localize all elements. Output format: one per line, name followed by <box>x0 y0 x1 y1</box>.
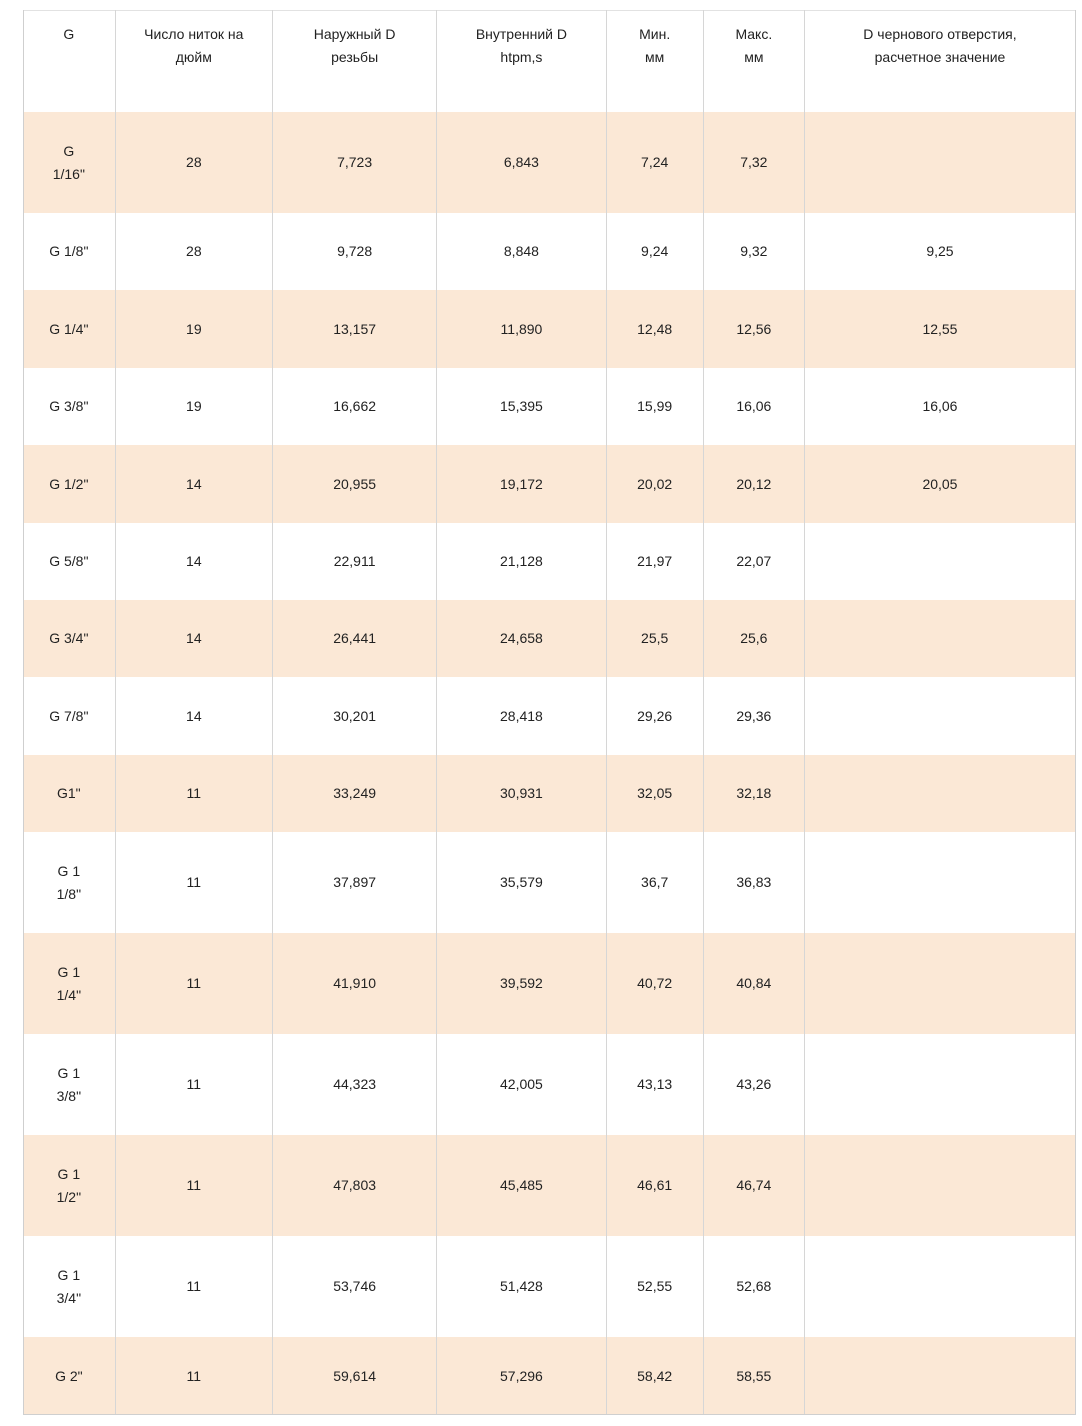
tpi-cell: 11 <box>115 832 272 933</box>
g-cell-line: G 3/4" <box>49 630 89 646</box>
outer-d-cell: 7,723 <box>272 112 436 213</box>
tpi-cell: 28 <box>115 112 272 213</box>
tpi-cell: 19 <box>115 368 272 445</box>
g-cell-line: 1/2" <box>56 1188 82 1205</box>
tpi-cell: 14 <box>115 445 272 523</box>
max-cell: 16,06 <box>703 368 804 445</box>
inner-d-cell: 21,128 <box>437 523 606 600</box>
max-cell: 36,83 <box>703 832 804 933</box>
outer-d-cell: 22,911 <box>272 523 436 600</box>
max-cell: 46,74 <box>703 1135 804 1236</box>
header-rough-d-line-2: расчетное значение <box>874 49 1006 65</box>
tpi-cell: 11 <box>115 1034 272 1135</box>
outer-d-cell: 47,803 <box>272 1135 436 1236</box>
min-cell: 58,42 <box>606 1337 703 1415</box>
header-tpi-line-2: дюйм <box>175 49 212 65</box>
min-cell: 20,02 <box>606 445 703 523</box>
min-cell: 52,55 <box>606 1236 703 1337</box>
g-cell-line: G 2" <box>55 1367 83 1384</box>
min-cell: 40,72 <box>606 933 703 1034</box>
max-cell: 40,84 <box>703 933 804 1034</box>
rough-d-cell: 20,05 <box>804 445 1075 523</box>
inner-d-cell: 30,931 <box>437 755 606 832</box>
max-cell: 43,26 <box>703 1034 804 1135</box>
inner-d-cell: 8,848 <box>437 213 606 290</box>
tpi-cell: 11 <box>115 1337 272 1415</box>
min-cell: 32,05 <box>606 755 703 832</box>
inner-d-cell: 35,579 <box>437 832 606 933</box>
outer-d-cell: 13,157 <box>272 290 436 368</box>
header-min-line-2: мм <box>645 49 665 65</box>
max-cell: 7,32 <box>703 112 804 213</box>
inner-d-cell: 57,296 <box>437 1337 606 1415</box>
outer-d-cell: 30,201 <box>272 677 436 755</box>
tpi-cell: 14 <box>115 600 272 677</box>
g-cell-line: G 1/4" <box>49 320 89 337</box>
g-cell-line: G 1/2" <box>49 475 89 492</box>
g-cell-line: 1/8" <box>56 885 82 902</box>
max-cell: 29,36 <box>703 677 804 755</box>
outer-d-cell: 33,249 <box>272 755 436 832</box>
g-cell-line: G 7/8" <box>49 707 89 724</box>
min-cell: 36,7 <box>606 832 703 933</box>
inner-d-cell: 11,890 <box>437 290 606 368</box>
max-cell: 58,55 <box>703 1337 804 1415</box>
g-cell-line: 3/8" <box>56 1087 82 1104</box>
tpi-cell: 11 <box>115 755 272 832</box>
header-tpi-line-1: Число ниток на <box>144 26 244 42</box>
inner-d-cell: 24,658 <box>437 600 606 677</box>
outer-d-cell: 53,746 <box>272 1236 436 1337</box>
outer-d-cell: 26,441 <box>272 600 436 677</box>
outer-d-cell: 41,910 <box>272 933 436 1034</box>
g-cell-line: 1/16" <box>52 165 85 182</box>
g-cell-line: G 1/8" <box>49 243 89 259</box>
g-cell-line: G1" <box>57 785 81 801</box>
max-cell: 12,56 <box>703 290 804 368</box>
inner-d-cell: 42,005 <box>437 1034 606 1135</box>
min-cell: 9,24 <box>606 213 703 290</box>
g-cell-line: 3/4" <box>56 1289 82 1306</box>
max-cell: 9,32 <box>703 213 804 290</box>
header-min-line-1: Мин. <box>639 26 671 42</box>
inner-d-cell: 51,428 <box>437 1236 606 1337</box>
g-cell-line: G <box>63 142 75 159</box>
header-max-line-1: Макс. <box>735 26 773 42</box>
max-cell: 20,12 <box>703 445 804 523</box>
inner-d-cell: 39,592 <box>437 933 606 1034</box>
rough-d-cell: 12,55 <box>804 290 1075 368</box>
outer-d-cell: 37,897 <box>272 832 436 933</box>
inner-d-cell: 28,418 <box>437 677 606 755</box>
inner-d-cell: 19,172 <box>437 445 606 523</box>
min-cell: 25,5 <box>606 600 703 677</box>
inner-d-cell: 6,843 <box>437 112 606 213</box>
min-cell: 29,26 <box>606 677 703 755</box>
min-cell: 15,99 <box>606 368 703 445</box>
header-max-line-2: мм <box>744 49 764 65</box>
max-cell: 52,68 <box>703 1236 804 1337</box>
table-frame <box>23 10 1076 1415</box>
min-cell: 46,61 <box>606 1135 703 1236</box>
max-cell: 32,18 <box>703 755 804 832</box>
max-cell: 25,6 <box>703 600 804 677</box>
outer-d-cell: 44,323 <box>272 1034 436 1135</box>
header-outer-d-line-2: резьбы <box>331 49 379 65</box>
min-cell: 21,97 <box>606 523 703 600</box>
min-cell: 43,13 <box>606 1034 703 1135</box>
inner-d-cell: 45,485 <box>437 1135 606 1236</box>
outer-d-cell: 59,614 <box>272 1337 436 1415</box>
max-cell: 22,07 <box>703 523 804 600</box>
rough-d-cell: 16,06 <box>804 368 1075 445</box>
tpi-cell: 14 <box>115 677 272 755</box>
g-cell-line: G 1 <box>57 1064 81 1081</box>
g-cell-line: G 3/8" <box>49 398 89 414</box>
g-cell-line: G 1 <box>57 963 81 980</box>
tpi-cell: 19 <box>115 290 272 368</box>
min-cell: 7,24 <box>606 112 703 213</box>
tpi-cell: 11 <box>115 933 272 1034</box>
g-cell-line: G 1 <box>57 1266 81 1283</box>
inner-d-cell: 15,395 <box>437 368 606 445</box>
rough-d-cell: 9,25 <box>804 213 1075 290</box>
header-outer-d-line-1: Наружный D <box>313 26 396 42</box>
g-cell-line: G 1 <box>57 1165 81 1182</box>
tpi-cell: 11 <box>115 1236 272 1337</box>
header-g-line-1: G <box>63 26 75 42</box>
min-cell: 12,48 <box>606 290 703 368</box>
g-cell-line: 1/4" <box>56 986 82 1003</box>
header-inner-d-line-1: Внутренний D <box>475 26 567 42</box>
header-rough-d-line-1: D чернового отверстия, <box>863 26 1017 42</box>
g-cell-line: G 5/8" <box>49 553 89 569</box>
header-inner-d-line-2: htpm,s <box>500 49 543 65</box>
outer-d-cell: 20,955 <box>272 445 436 523</box>
g-cell-line: G 1 <box>57 862 81 879</box>
tpi-cell: 14 <box>115 523 272 600</box>
tpi-cell: 11 <box>115 1135 272 1236</box>
tpi-cell: 28 <box>115 213 272 290</box>
outer-d-cell: 9,728 <box>272 213 436 290</box>
outer-d-cell: 16,662 <box>272 368 436 445</box>
